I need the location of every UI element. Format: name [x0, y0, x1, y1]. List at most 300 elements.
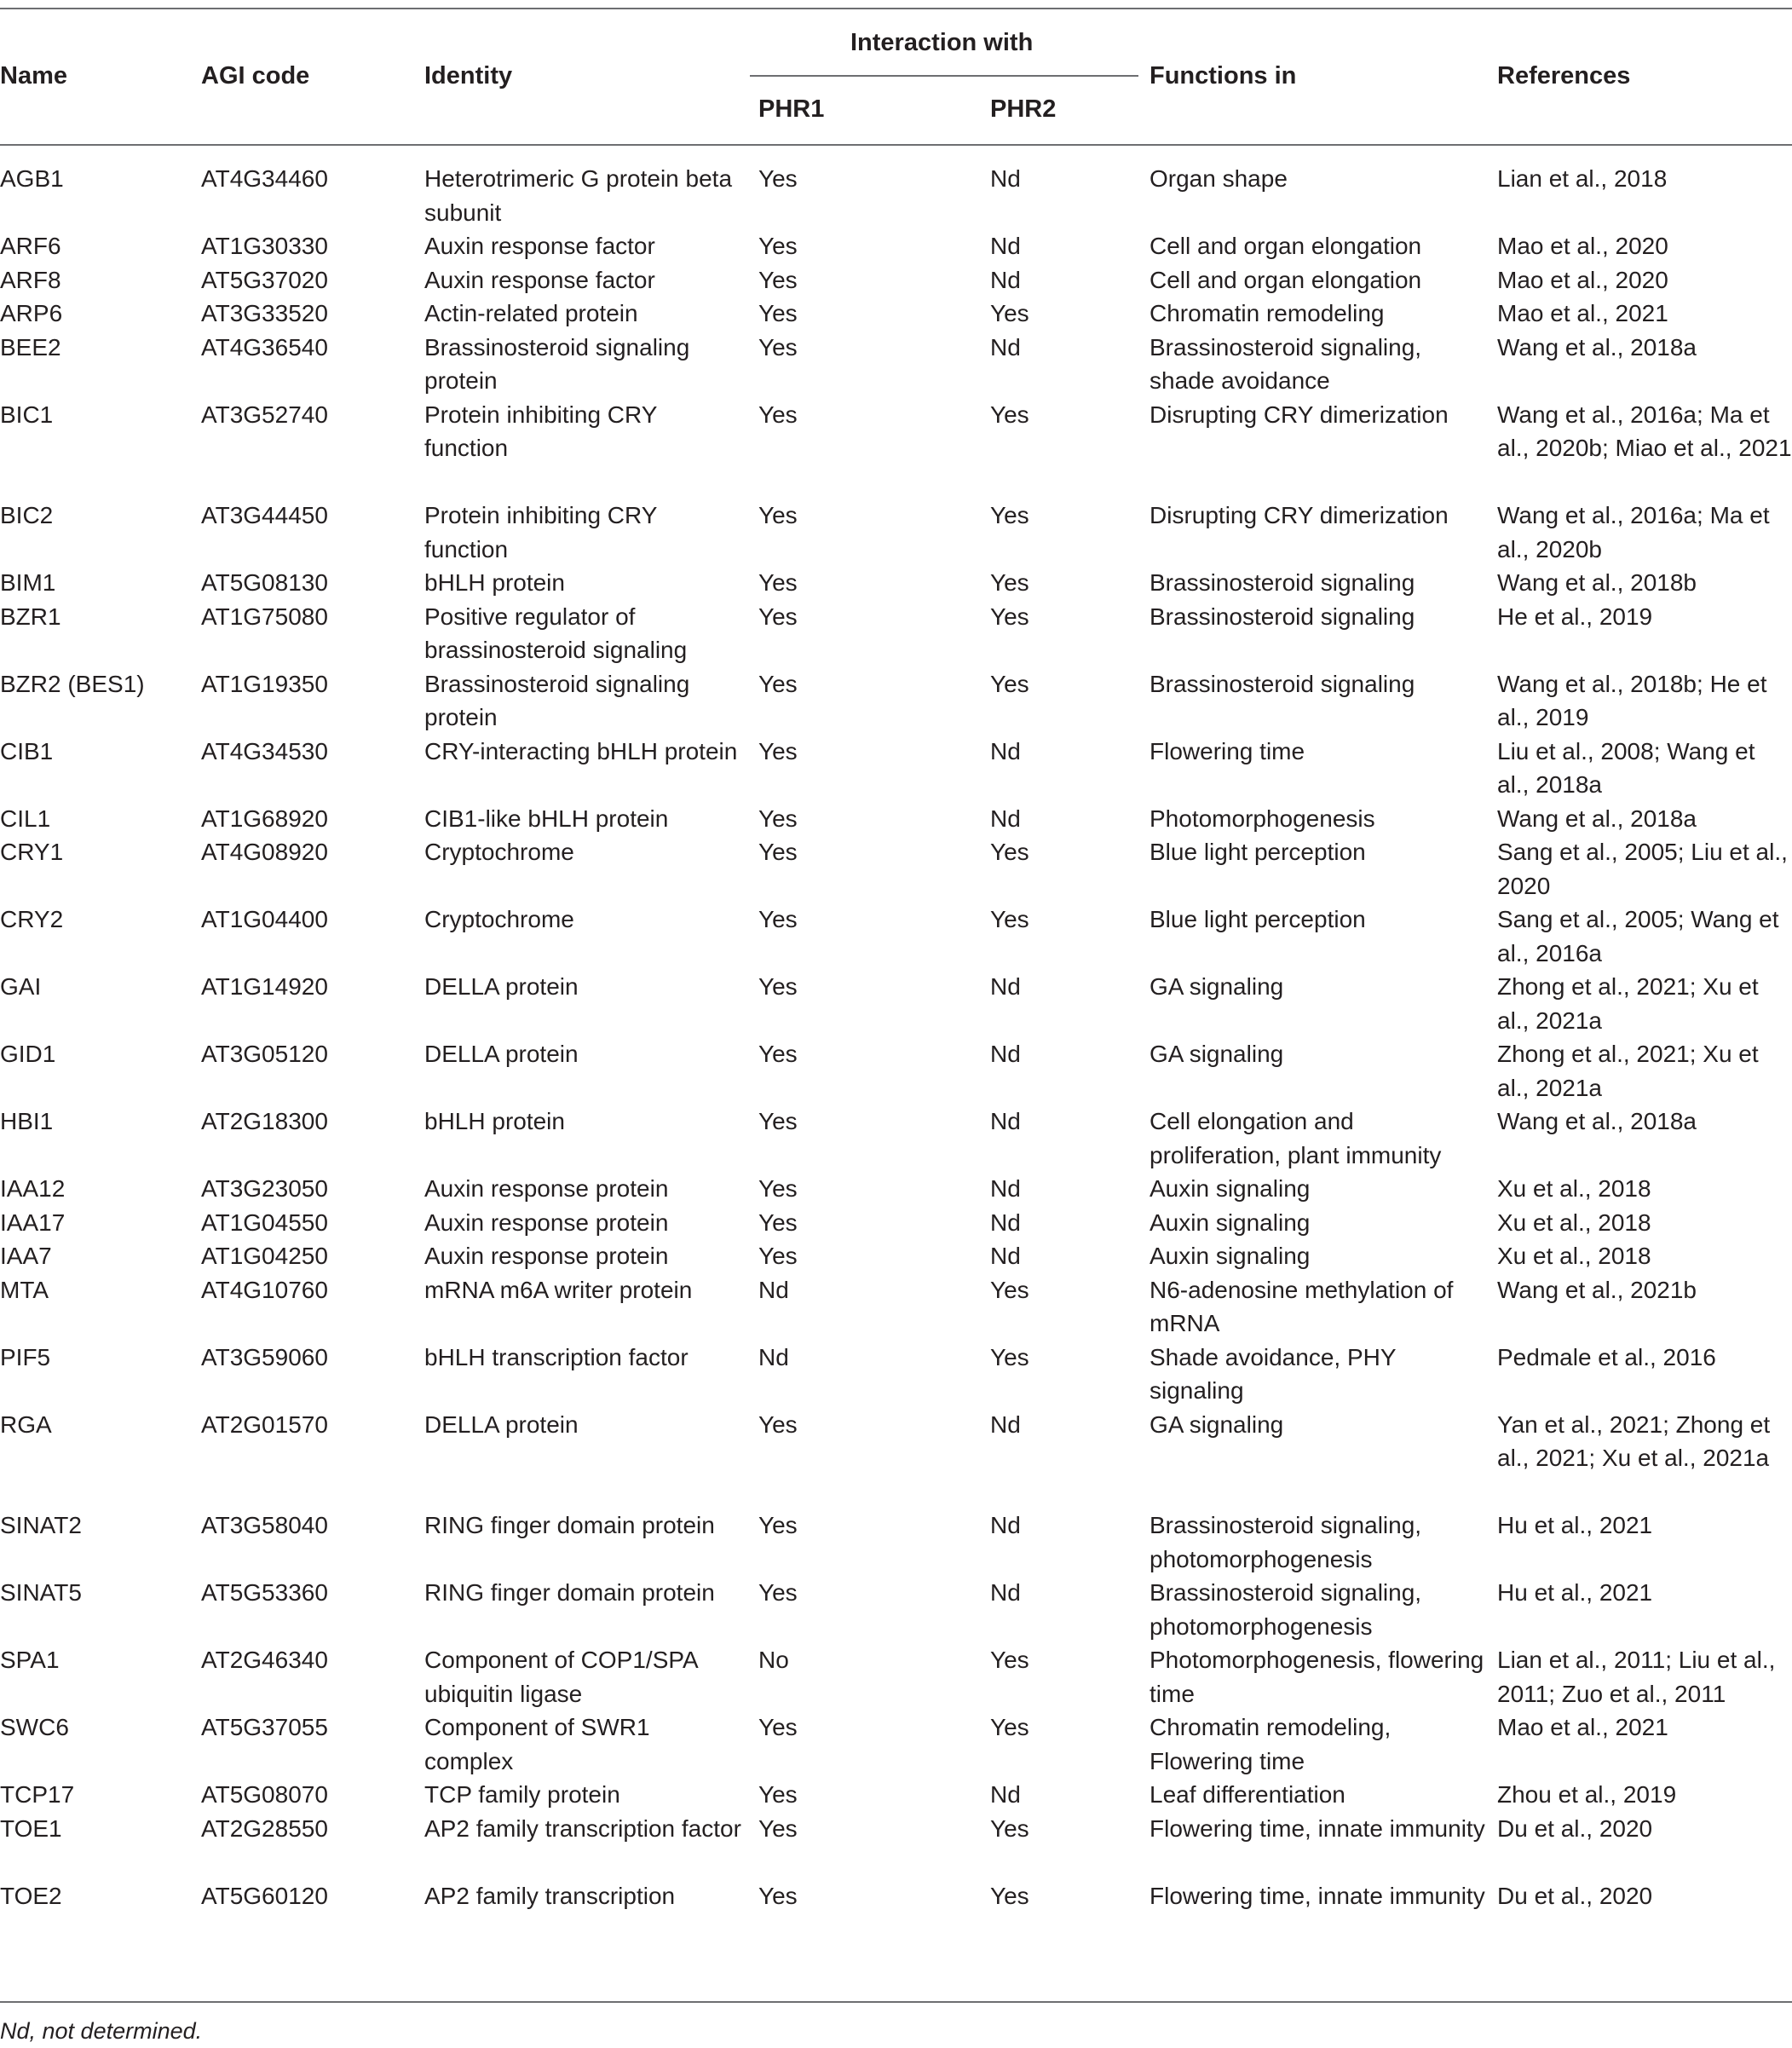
- cell-name: IAA17: [0, 1209, 66, 1236]
- table-row: [0, 1239, 1792, 1273]
- interaction-subheader-rule: [750, 75, 1138, 77]
- cell-identity: bHLH protein: [424, 569, 565, 596]
- table-row: [0, 162, 1792, 229]
- cell-identity-container: [424, 1037, 758, 1105]
- cell-functions-container: [1150, 297, 1497, 331]
- cell-phr2: Yes: [990, 569, 1029, 596]
- cell-references: Zhong et al., 2021; Xu et al., 2021a: [1497, 973, 1759, 1034]
- cell-agi-code: AT3G44450: [201, 502, 328, 528]
- cell-functions: Brassinosteroid signaling, photomorphogenesis: [1150, 1579, 1422, 1640]
- cell-phr2: Nd: [990, 266, 1021, 293]
- cell-agi-code: AT5G53360: [201, 1579, 328, 1606]
- cell-phr2-container: [990, 229, 1150, 263]
- table-row: [0, 1037, 1792, 1105]
- cell-phr2: Nd: [990, 1579, 1021, 1606]
- cell-identity-container: [424, 566, 758, 600]
- cell-references-container: [1497, 1206, 1792, 1240]
- cell-functions-container: [1150, 903, 1497, 970]
- cell-references: Xu et al., 2018: [1497, 1175, 1651, 1202]
- cell-phr1: Yes: [758, 1243, 798, 1269]
- cell-functions: Brassinosteroid signaling, shade avoidance: [1150, 333, 1422, 394]
- cell-identity-container: [424, 229, 758, 263]
- cell-agi-code-container: [201, 1576, 424, 1643]
- cell-references-container: [1497, 398, 1792, 499]
- cell-references-container: [1497, 1812, 1792, 1879]
- cell-agi-code-container: [201, 835, 424, 903]
- cell-name-container: [0, 1509, 201, 1576]
- cell-references-container: [1497, 600, 1792, 667]
- cell-name: SWC6: [0, 1714, 69, 1740]
- table-row: [0, 263, 1792, 297]
- cell-name-container: [0, 735, 201, 802]
- cell-name: GID1: [0, 1041, 56, 1067]
- cell-phr2: Nd: [990, 1108, 1021, 1134]
- cell-functions: Organ shape: [1150, 165, 1288, 192]
- cell-references-container: [1497, 1576, 1792, 1643]
- cell-functions-container: [1150, 1105, 1497, 1172]
- cell-agi-code-container: [201, 297, 424, 331]
- cell-phr2: Nd: [990, 165, 1021, 192]
- cell-phr1: Yes: [758, 1781, 798, 1808]
- cell-references-container: [1497, 499, 1792, 566]
- cell-functions-container: [1150, 735, 1497, 802]
- cell-references: Liu et al., 2008; Wang et al., 2018a: [1497, 737, 1755, 798]
- cell-agi-code-container: [201, 229, 424, 263]
- cell-name-container: [0, 1206, 201, 1240]
- cell-agi-code: AT3G05120: [201, 1041, 328, 1067]
- cell-identity-container: [424, 1206, 758, 1240]
- cell-identity-container: [424, 1879, 758, 1947]
- cell-phr1: Yes: [758, 300, 798, 326]
- cell-identity-container: [424, 1812, 758, 1879]
- cell-references-container: [1497, 297, 1792, 331]
- cell-references: Wang et al., 2016a; Ma et al., 2020b; Miao et al., 2021: [1497, 401, 1792, 461]
- cell-functions: Blue light perception: [1150, 906, 1366, 932]
- cell-identity: DELLA protein: [424, 1411, 579, 1438]
- cell-references: Lian et al., 2011; Liu et al., 2011; Zuo et al., 2011: [1497, 1647, 1776, 1707]
- cell-functions: Cell and organ elongation: [1150, 233, 1422, 259]
- cell-phr2-container: [990, 331, 1150, 398]
- cell-name-container: [0, 297, 201, 331]
- cell-agi-code: AT1G04400: [201, 906, 328, 932]
- header-interaction-with: Interaction with: [850, 29, 1034, 56]
- cell-agi-code-container: [201, 903, 424, 970]
- cell-phr2-container: [990, 297, 1150, 331]
- cell-functions: Brassinosteroid signaling, photomorphogenesis: [1150, 1512, 1422, 1572]
- cell-functions: Cell and organ elongation: [1150, 266, 1422, 293]
- cell-functions: Brassinosteroid signaling: [1150, 670, 1415, 697]
- cell-agi-code: AT4G36540: [201, 333, 328, 361]
- table-row: [0, 1105, 1792, 1172]
- cell-name-container: [0, 1778, 201, 1812]
- cell-phr2: Nd: [990, 973, 1021, 1000]
- cell-functions: Flowering time, innate immunity: [1150, 1814, 1485, 1842]
- cell-phr2: Nd: [990, 233, 1021, 259]
- cell-identity: Protein inhibiting CRY function: [424, 401, 657, 461]
- cell-phr1-container: [758, 903, 990, 970]
- cell-identity: mRNA m6A writer protein: [424, 1276, 693, 1303]
- cell-phr1: No: [758, 1647, 789, 1673]
- cell-functions: Cell elongation and proliferation, plant immunity: [1150, 1108, 1442, 1168]
- cell-phr2-container: [990, 1812, 1150, 1879]
- cell-name: ARP6: [0, 300, 63, 326]
- cell-references: Mao et al., 2021: [1497, 1714, 1668, 1740]
- cell-functions-container: [1150, 1778, 1497, 1812]
- cell-references: Sang et al., 2005; Wang et al., 2016a: [1497, 906, 1779, 966]
- cell-phr1: Yes: [758, 1209, 798, 1236]
- cell-identity: Auxin response protein: [424, 1209, 669, 1236]
- cell-phr1-container: [758, 970, 990, 1037]
- cell-agi-code-container: [201, 566, 424, 600]
- table-row: [0, 970, 1792, 1037]
- cell-functions-container: [1150, 667, 1497, 735]
- cell-functions-container: [1150, 835, 1497, 903]
- cell-references-container: [1497, 1408, 1792, 1509]
- cell-phr2: Yes: [990, 1814, 1029, 1842]
- cell-phr1: Yes: [758, 1041, 798, 1067]
- cell-identity: Component of COP1/SPA ubiquitin ligase: [424, 1647, 698, 1707]
- header-bottom-rule: [0, 144, 1792, 146]
- cell-phr1: Yes: [758, 502, 798, 528]
- cell-identity: DELLA protein: [424, 1041, 579, 1067]
- cell-identity: CRY-interacting bHLH protein: [424, 737, 738, 764]
- cell-functions: Flowering time, innate immunity: [1150, 1882, 1485, 1909]
- cell-identity: TCP family protein: [424, 1781, 620, 1808]
- cell-references-container: [1497, 1105, 1792, 1172]
- cell-phr2: Yes: [990, 401, 1029, 428]
- cell-references: Mao et al., 2021: [1497, 300, 1668, 326]
- cell-identity-container: [424, 1172, 758, 1206]
- cell-phr2: Nd: [990, 1175, 1021, 1202]
- cell-identity: Auxin response protein: [424, 1243, 669, 1269]
- table-footnote: Nd, not determined.: [0, 2018, 203, 2044]
- table-row: [0, 903, 1792, 970]
- cell-functions-container: [1150, 802, 1497, 836]
- cell-phr1-container: [758, 1206, 990, 1240]
- table-row: [0, 735, 1792, 802]
- cell-phr1: Yes: [758, 1714, 798, 1740]
- cell-functions-container: [1150, 970, 1497, 1037]
- cell-name-container: [0, 667, 201, 735]
- cell-name: BZR2 (BES1): [0, 670, 145, 697]
- header-phr2: PHR2: [990, 95, 1057, 123]
- cell-agi-code: AT3G33520: [201, 300, 328, 326]
- cell-phr2-container: [990, 667, 1150, 735]
- cell-phr1-container: [758, 1408, 990, 1509]
- cell-phr2: Yes: [990, 502, 1029, 528]
- cell-identity: Auxin response factor: [424, 266, 655, 293]
- cell-identity: DELLA protein: [424, 973, 579, 1000]
- cell-phr1: Yes: [758, 233, 798, 259]
- cell-name-container: [0, 1172, 201, 1206]
- cell-name-container: [0, 1576, 201, 1643]
- cell-functions: Photomorphogenesis: [1150, 805, 1375, 832]
- cell-references: Du et al., 2020: [1497, 1814, 1653, 1842]
- cell-references-container: [1497, 1341, 1792, 1408]
- cell-name: TCP17: [0, 1781, 75, 1808]
- cell-agi-code: AT3G23050: [201, 1175, 328, 1202]
- cell-phr1: Yes: [758, 266, 798, 293]
- cell-agi-code: AT2G46340: [201, 1647, 328, 1673]
- cell-name-container: [0, 1408, 201, 1509]
- cell-name-container: [0, 1711, 201, 1778]
- cell-functions: Brassinosteroid signaling: [1150, 603, 1415, 630]
- cell-phr2: Yes: [990, 1276, 1029, 1303]
- cell-references: Wang et al., 2016a; Ma et al., 2020b: [1497, 502, 1770, 562]
- cell-agi-code-container: [201, 1812, 424, 1879]
- cell-functions-container: [1150, 398, 1497, 499]
- table-row: [0, 297, 1792, 331]
- cell-identity-container: [424, 1341, 758, 1408]
- cell-phr1-container: [758, 297, 990, 331]
- cell-agi-code-container: [201, 600, 424, 667]
- cell-phr1-container: [758, 398, 990, 499]
- cell-phr2-container: [990, 1408, 1150, 1509]
- cell-agi-code-container: [201, 735, 424, 802]
- cell-name: HBI1: [0, 1108, 54, 1134]
- cell-agi-code-container: [201, 398, 424, 499]
- cell-phr1-container: [758, 1273, 990, 1341]
- cell-functions: Flowering time: [1150, 737, 1305, 764]
- cell-phr1-container: [758, 1778, 990, 1812]
- cell-name-container: [0, 1105, 201, 1172]
- cell-phr1: Yes: [758, 569, 798, 596]
- cell-phr2: Yes: [990, 1882, 1029, 1909]
- cell-phr2: Yes: [990, 1647, 1029, 1673]
- cell-agi-code-container: [201, 1778, 424, 1812]
- cell-functions-container: [1150, 1172, 1497, 1206]
- cell-phr1-container: [758, 735, 990, 802]
- cell-references: Mao et al., 2020: [1497, 266, 1668, 293]
- cell-phr1-container: [758, 667, 990, 735]
- cell-agi-code: AT5G08070: [201, 1781, 328, 1808]
- cell-functions-container: [1150, 229, 1497, 263]
- cell-references-container: [1497, 903, 1792, 970]
- cell-phr2: Nd: [990, 1243, 1021, 1269]
- cell-references-container: [1497, 162, 1792, 229]
- cell-phr2: Yes: [990, 1343, 1029, 1370]
- table-row: [0, 1576, 1792, 1643]
- cell-identity-container: [424, 1778, 758, 1812]
- cell-phr2: Yes: [990, 670, 1029, 697]
- cell-name: CRY2: [0, 906, 64, 932]
- cell-references-container: [1497, 1037, 1792, 1105]
- cell-phr1: Yes: [758, 805, 798, 832]
- cell-functions-container: [1150, 566, 1497, 600]
- cell-references-container: [1497, 835, 1792, 903]
- cell-references-container: [1497, 667, 1792, 735]
- cell-agi-code-container: [201, 1037, 424, 1105]
- cell-functions: Brassinosteroid signaling: [1150, 569, 1415, 596]
- cell-agi-code-container: [201, 1239, 424, 1273]
- table-row: [0, 1341, 1792, 1408]
- table-row: [0, 1879, 1792, 1947]
- cell-phr1-container: [758, 229, 990, 263]
- cell-functions-container: [1150, 1206, 1497, 1240]
- cell-phr2: Nd: [990, 333, 1021, 361]
- cell-phr2-container: [990, 1105, 1150, 1172]
- cell-name-container: [0, 1273, 201, 1341]
- cell-name: SINAT2: [0, 1512, 82, 1538]
- cell-agi-code: AT5G37020: [201, 266, 328, 293]
- cell-phr1: Yes: [758, 1108, 798, 1134]
- cell-agi-code: AT1G19350: [201, 670, 328, 697]
- cell-phr1: Yes: [758, 839, 798, 865]
- cell-phr2-container: [990, 903, 1150, 970]
- cell-phr1: Yes: [758, 1814, 798, 1842]
- cell-phr1: Yes: [758, 906, 798, 932]
- cell-references-container: [1497, 1239, 1792, 1273]
- cell-functions-container: [1150, 1273, 1497, 1341]
- cell-functions: Disrupting CRY dimerization: [1150, 401, 1449, 428]
- cell-agi-code: AT1G68920: [201, 805, 328, 832]
- cell-functions: Leaf differentiation: [1150, 1781, 1345, 1808]
- cell-phr2-container: [990, 1711, 1150, 1778]
- cell-identity: Cryptochrome: [424, 839, 574, 865]
- cell-identity: RING finger domain protein: [424, 1512, 715, 1538]
- cell-phr2-container: [990, 970, 1150, 1037]
- cell-identity-container: [424, 162, 758, 229]
- cell-phr2-container: [990, 1576, 1150, 1643]
- header-phr1: PHR1: [758, 95, 825, 123]
- cell-agi-code-container: [201, 1105, 424, 1172]
- cell-agi-code-container: [201, 1879, 424, 1947]
- cell-references: Pedmale et al., 2016: [1497, 1343, 1716, 1370]
- cell-phr2-container: [990, 162, 1150, 229]
- cell-name: SPA1: [0, 1647, 60, 1673]
- cell-functions-container: [1150, 1341, 1497, 1408]
- cell-identity-container: [424, 970, 758, 1037]
- cell-identity: Heterotrimeric G protein beta subunit: [424, 165, 733, 226]
- cell-references: Zhou et al., 2019: [1497, 1781, 1677, 1808]
- cell-name-container: [0, 802, 201, 836]
- cell-phr2-container: [990, 802, 1150, 836]
- cell-agi-code: AT5G37055: [201, 1714, 328, 1740]
- cell-references-container: [1497, 1879, 1792, 1947]
- cell-name-container: [0, 566, 201, 600]
- cell-phr1-container: [758, 1172, 990, 1206]
- cell-phr1: Yes: [758, 737, 798, 764]
- cell-references: Wang et al., 2018a: [1497, 1108, 1697, 1134]
- cell-identity-container: [424, 600, 758, 667]
- cell-phr2-container: [990, 1643, 1150, 1711]
- cell-phr1-container: [758, 1037, 990, 1105]
- cell-identity-container: [424, 667, 758, 735]
- cell-references: Du et al., 2020: [1497, 1882, 1653, 1909]
- cell-functions: GA signaling: [1150, 1411, 1284, 1438]
- cell-references-container: [1497, 1778, 1792, 1812]
- cell-references: Wang et al., 2018b: [1497, 569, 1697, 596]
- cell-references-container: [1497, 970, 1792, 1037]
- cell-identity: Protein inhibiting CRY function: [424, 502, 657, 562]
- cell-name: SINAT5: [0, 1579, 82, 1606]
- cell-name-container: [0, 331, 201, 398]
- cell-phr2-container: [990, 835, 1150, 903]
- cell-phr1: Yes: [758, 603, 798, 630]
- table-row: [0, 1643, 1792, 1711]
- cell-name-container: [0, 229, 201, 263]
- cell-references: Hu et al., 2021: [1497, 1512, 1653, 1538]
- cell-identity: CIB1-like bHLH protein: [424, 805, 669, 832]
- cell-references: He et al., 2019: [1497, 603, 1653, 630]
- cell-functions-container: [1150, 263, 1497, 297]
- cell-references: Zhong et al., 2021; Xu et al., 2021a: [1497, 1041, 1759, 1101]
- cell-references-container: [1497, 1509, 1792, 1576]
- cell-identity-container: [424, 903, 758, 970]
- cell-phr1: Nd: [758, 1276, 789, 1303]
- cell-name: BIM1: [0, 569, 56, 596]
- cell-identity-container: [424, 297, 758, 331]
- cell-agi-code: AT1G30330: [201, 233, 328, 259]
- cell-phr1-container: [758, 1576, 990, 1643]
- cell-identity: AP2 family transcription: [424, 1882, 676, 1909]
- cell-name-container: [0, 835, 201, 903]
- cell-name-container: [0, 1643, 201, 1711]
- cell-agi-code-container: [201, 1509, 424, 1576]
- header-agi-code: AGI code: [201, 62, 310, 89]
- table-row: [0, 600, 1792, 667]
- cell-identity-container: [424, 499, 758, 566]
- table-row: [0, 1812, 1792, 1879]
- cell-agi-code-container: [201, 331, 424, 398]
- cell-phr1-container: [758, 499, 990, 566]
- cell-agi-code-container: [201, 1172, 424, 1206]
- cell-agi-code-container: [201, 970, 424, 1037]
- cell-phr2-container: [990, 735, 1150, 802]
- cell-references: Wang et al., 2021b: [1497, 1276, 1697, 1303]
- cell-phr2-container: [990, 1273, 1150, 1341]
- cell-name-container: [0, 1341, 201, 1408]
- cell-functions-container: [1150, 1711, 1497, 1778]
- cell-agi-code-container: [201, 162, 424, 229]
- cell-name-container: [0, 970, 201, 1037]
- cell-phr1-container: [758, 1239, 990, 1273]
- cell-phr2-container: [990, 566, 1150, 600]
- cell-phr1: Yes: [758, 973, 798, 1000]
- cell-phr2-container: [990, 1172, 1150, 1206]
- cell-phr2: Yes: [990, 839, 1029, 865]
- table-row: [0, 667, 1792, 735]
- cell-phr2-container: [990, 1778, 1150, 1812]
- cell-references: Wang et al., 2018a: [1497, 805, 1697, 832]
- cell-name: MTA: [0, 1276, 49, 1303]
- cell-identity: Cryptochrome: [424, 906, 574, 932]
- cell-name: RGA: [0, 1411, 52, 1438]
- header-identity: Identity: [424, 62, 513, 89]
- cell-name: IAA12: [0, 1175, 66, 1202]
- cell-phr2: Nd: [990, 1209, 1021, 1236]
- cell-agi-code-container: [201, 1341, 424, 1408]
- cell-phr1-container: [758, 263, 990, 297]
- table-row: [0, 835, 1792, 903]
- cell-identity: AP2 family transcription factor: [424, 1814, 741, 1842]
- cell-name: TOE2: [0, 1882, 62, 1909]
- cell-functions-container: [1150, 162, 1497, 229]
- cell-name: CIL1: [0, 805, 51, 832]
- cell-identity-container: [424, 331, 758, 398]
- cell-functions-container: [1150, 1239, 1497, 1273]
- cell-functions-container: [1150, 1879, 1497, 1947]
- cell-functions-container: [1150, 1812, 1497, 1879]
- cell-phr1: Yes: [758, 401, 798, 428]
- cell-name: AGB1: [0, 165, 64, 192]
- interactors-table: [0, 162, 1792, 1947]
- cell-functions: Disrupting CRY dimerization: [1150, 502, 1449, 528]
- cell-name-container: [0, 1037, 201, 1105]
- cell-phr2: Yes: [990, 906, 1029, 932]
- cell-identity: Actin-related protein: [424, 300, 638, 326]
- cell-references-container: [1497, 1643, 1792, 1711]
